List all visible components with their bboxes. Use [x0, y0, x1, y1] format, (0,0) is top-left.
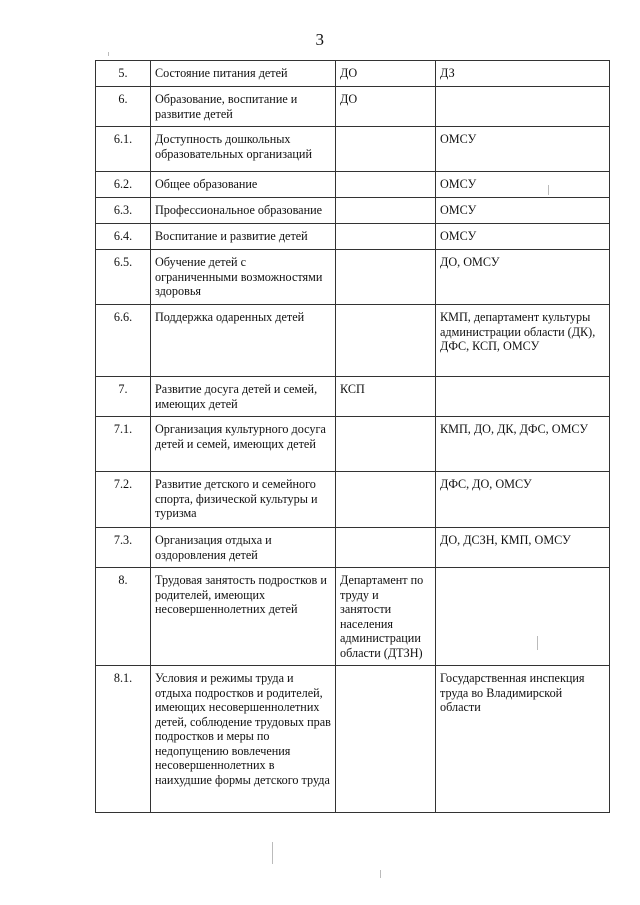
row-coexecutors: ОМСУ: [436, 224, 610, 250]
row-title: Поддержка одаренных детей: [151, 305, 336, 377]
row-number: 5.: [96, 61, 151, 87]
table-row: [96, 127, 610, 172]
row-number: 6.1.: [96, 127, 151, 172]
row-number: 7.3.: [96, 528, 151, 568]
row-number: 8.: [96, 568, 151, 666]
row-title: Условия и режимы труда и отдыха подростков и родителей, имеющих несовершеннолетних детей, соблюдение трудовых прав подростков и меры по недопущению вовлечения несовершеннолетних в наихудшие формы детского труда: [151, 666, 336, 813]
row-coexecutors: ОМСУ: [436, 198, 610, 224]
table-row: [96, 198, 610, 224]
responsibility-table: [95, 60, 610, 813]
row-title: Организация отдыха и оздоровления детей: [151, 528, 336, 568]
table-row: [96, 224, 610, 250]
row-title: Доступность дошкольных образовательных организаций: [151, 127, 336, 172]
row-number: 6.2.: [96, 172, 151, 198]
row-title: Образование, воспитание и развитие детей: [151, 87, 336, 127]
row-number: 7.: [96, 377, 151, 417]
row-title: Профессиональное образование: [151, 198, 336, 224]
row-title: Трудовая занятость подростков и родителей, имеющих несовершеннолетних детей: [151, 568, 336, 666]
table-row: [96, 472, 610, 528]
scan-speck: [380, 870, 381, 878]
row-responsible: [336, 198, 436, 224]
row-coexecutors: [436, 377, 610, 417]
row-title: Развитие досуга детей и семей, имеющих детей: [151, 377, 336, 417]
scan-speck: [537, 636, 538, 650]
table-row: [96, 377, 610, 417]
row-responsible: Департамент по труду и занятости населения администрации области (ДТЗН): [336, 568, 436, 666]
row-responsible: ДО: [336, 61, 436, 87]
row-coexecutors: ОМСУ: [436, 127, 610, 172]
row-responsible: [336, 127, 436, 172]
row-number: 8.1.: [96, 666, 151, 813]
row-coexecutors: Государственная инспекция труда во Владимирской области: [436, 666, 610, 813]
table-row: [96, 528, 610, 568]
row-coexecutors: ДО, ОМСУ: [436, 250, 610, 305]
row-number: 7.1.: [96, 417, 151, 472]
row-coexecutors: ДО, ДСЗН, КМП, ОМСУ: [436, 528, 610, 568]
table-row: [96, 666, 610, 813]
scan-speck: [272, 842, 273, 864]
row-coexecutors: [436, 87, 610, 127]
row-responsible: ДО: [336, 87, 436, 127]
scan-speck: [548, 185, 549, 195]
row-responsible: [336, 417, 436, 472]
table-row: [96, 417, 610, 472]
row-responsible: [336, 172, 436, 198]
row-coexecutors: [436, 568, 610, 666]
row-title: Общее образование: [151, 172, 336, 198]
row-number: 6.6.: [96, 305, 151, 377]
row-number: 6.5.: [96, 250, 151, 305]
row-title: Состояние питания детей: [151, 61, 336, 87]
row-responsible: [336, 528, 436, 568]
row-responsible: [336, 305, 436, 377]
table-row: [96, 250, 610, 305]
scan-speck: [108, 52, 109, 56]
row-coexecutors: КМП, ДО, ДК, ДФС, ОМСУ: [436, 417, 610, 472]
table-row: [96, 568, 610, 666]
table-row: [96, 61, 610, 87]
table-row: [96, 172, 610, 198]
row-title: Воспитание и развитие детей: [151, 224, 336, 250]
row-responsible: [336, 224, 436, 250]
row-title: Обучение детей с ограниченными возможностями здоровья: [151, 250, 336, 305]
row-number: 6.4.: [96, 224, 151, 250]
row-responsible: КСП: [336, 377, 436, 417]
page-number: 3: [315, 30, 325, 49]
row-coexecutors: КМП, департамент культуры администрации области (ДК), ДФС, КСП, ОМСУ: [436, 305, 610, 377]
row-responsible: [336, 250, 436, 305]
row-coexecutors: ОМСУ: [436, 172, 610, 198]
table-row: [96, 87, 610, 127]
row-title: Организация культурного досуга детей и семей, имеющих детей: [151, 417, 336, 472]
row-title: Развитие детского и семейного спорта, физической культуры и туризма: [151, 472, 336, 528]
row-number: 7.2.: [96, 472, 151, 528]
row-responsible: [336, 666, 436, 813]
table-row: [96, 305, 610, 377]
row-number: 6.3.: [96, 198, 151, 224]
row-responsible: [336, 472, 436, 528]
row-coexecutors: ДЗ: [436, 61, 610, 87]
row-coexecutors: ДФС, ДО, ОМСУ: [436, 472, 610, 528]
row-number: 6.: [96, 87, 151, 127]
